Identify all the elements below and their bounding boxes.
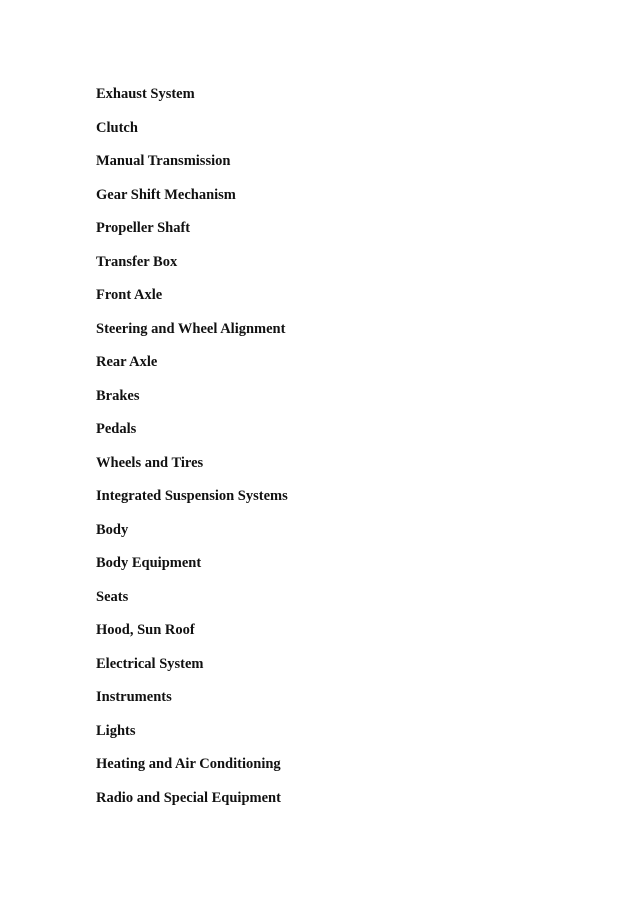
section-item-front-axle: Front Axle (96, 287, 163, 303)
section-item-lights: Lights (96, 722, 136, 739)
section-item-pedals: Pedals (96, 421, 137, 437)
section-item-integrated-suspension-systems: Integrated Suspension Systems (96, 488, 288, 504)
section-item-body-equipment: Body Equipment (96, 555, 202, 571)
section-item-brakes: Brakes (96, 387, 140, 404)
section-item-steering-wheel-alignment: Steering and Wheel Alignment (96, 320, 286, 337)
section-item-body: Body (96, 521, 129, 538)
section-item-electrical-system: Electrical System (96, 655, 204, 672)
section-item-heating-air-conditioning: Heating and Air Conditioning (96, 756, 281, 772)
section-item-wheels-and-tires: Wheels and Tires (96, 454, 204, 471)
section-item-seats: Seats (96, 588, 129, 605)
section-item-manual-transmission: Manual Transmission (96, 153, 231, 169)
section-list (96, 86, 288, 823)
section-item-radio-special-equipment: Radio and Special Equipment (96, 789, 281, 806)
section-item-rear-axle: Rear Axle (96, 354, 158, 370)
section-item-clutch: Clutch (96, 119, 138, 136)
section-item-transfer-box: Transfer Box (96, 253, 178, 270)
section-item-gear-shift-mechanism: Gear Shift Mechanism (96, 186, 236, 203)
section-item-exhaust-system: Exhaust System (96, 86, 195, 102)
section-item-propeller-shaft: Propeller Shaft (96, 220, 191, 236)
section-item-instruments: Instruments (96, 689, 172, 705)
section-item-hood-sun-roof: Hood, Sun Roof (96, 622, 195, 638)
